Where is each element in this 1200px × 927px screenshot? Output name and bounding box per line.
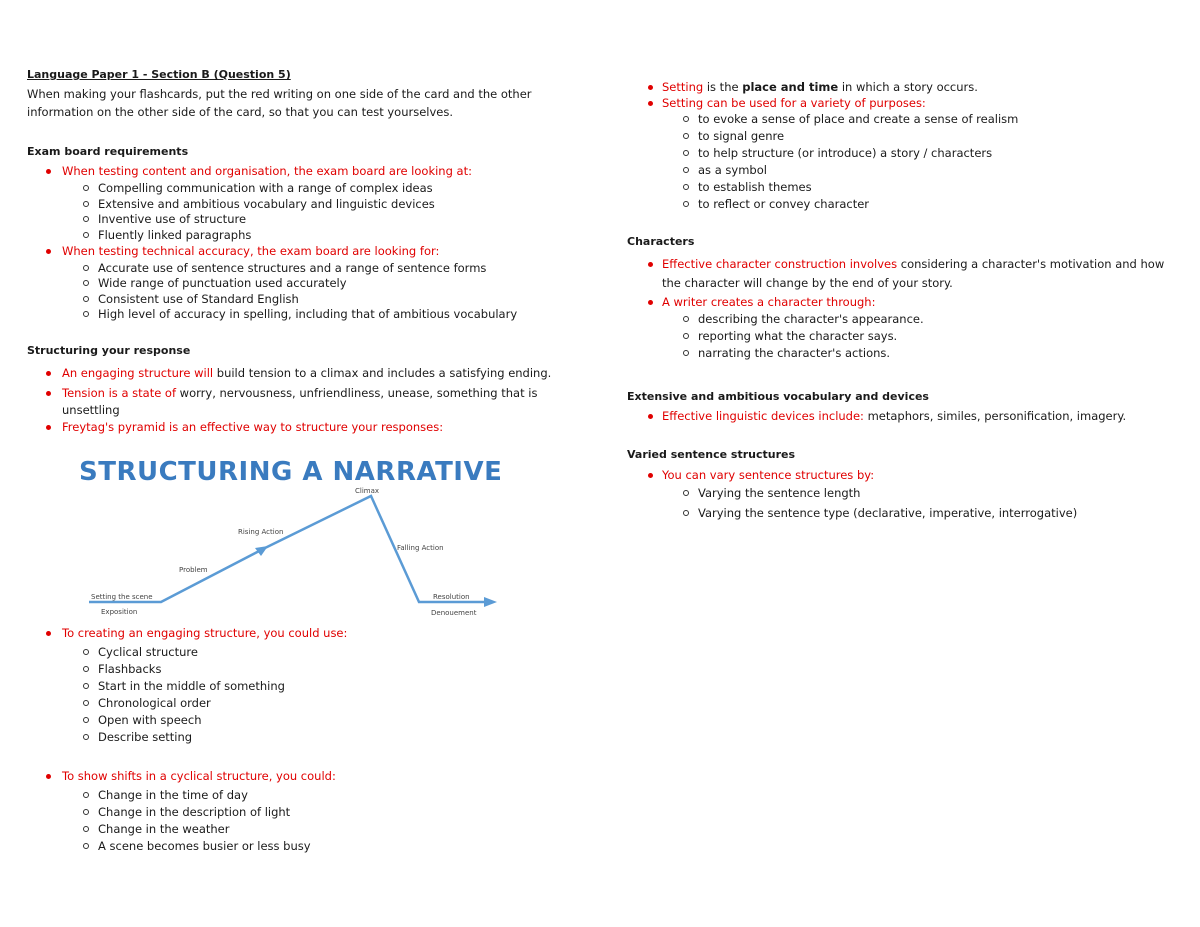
- sub-bullet-icon: [683, 490, 689, 496]
- sub-bullet-icon: [83, 683, 89, 689]
- char-point-1-cont: the character will change by the end of your story.: [662, 276, 953, 290]
- char-point-1: [662, 257, 1164, 272]
- sub-bullet-icon: [683, 133, 689, 139]
- varied-point: You can vary sentence structures by:: [662, 468, 875, 482]
- label-setting: Setting the scene: [91, 593, 153, 601]
- setting-purposes-text: Setting can be used for a variety of purposes:: [662, 96, 926, 110]
- bullet-icon: [46, 425, 51, 430]
- shifts-text: To show shifts in a cyclical structure, you could:: [62, 769, 336, 783]
- setting-rest: in which a story occurs.: [838, 80, 978, 94]
- falling-line: [265, 496, 485, 602]
- label-resolution: Resolution: [433, 593, 470, 601]
- bullet-icon: [648, 85, 653, 90]
- sub-bullet-icon: [83, 700, 89, 706]
- sub-bullet-icon: [83, 296, 89, 302]
- list-item: to evoke a sense of place and create a sense of realism: [698, 112, 1019, 126]
- list-item: Consistent use of Standard English: [98, 292, 299, 306]
- list-item: Chronological order: [98, 696, 211, 710]
- tech-acc-text: When testing technical accuracy, the exam board are looking for:: [62, 244, 440, 258]
- structure-point-1-red: An engaging structure will: [62, 366, 214, 380]
- bullet-icon: [46, 774, 51, 779]
- sub-bullet-icon: [83, 717, 89, 723]
- bullet-icon: [648, 262, 653, 267]
- structure-point-2: [62, 386, 537, 401]
- intro-line-2: information on the other side of the card, so that you can test yourselves.: [27, 105, 453, 119]
- list-item: Describe setting: [98, 730, 193, 744]
- sub-bullet-icon: [683, 201, 689, 207]
- sub-bullet-icon: [683, 316, 689, 322]
- list-item: Varying the sentence length: [698, 486, 861, 500]
- diagram-title: STRUCTURING A NARRATIVE: [79, 457, 503, 487]
- varied-heading: Varied sentence structures: [627, 448, 795, 461]
- sub-bullet-icon: [683, 150, 689, 156]
- setting-is: is the: [703, 80, 743, 94]
- sub-bullet-icon: [683, 510, 689, 516]
- list-item: Open with speech: [98, 713, 202, 727]
- list-item: Inventive use of structure: [98, 212, 247, 226]
- sub-bullet-icon: [83, 666, 89, 672]
- list-item: Varying the sentence type (declarative, imperative, interrogative): [698, 506, 1078, 520]
- list-item: High level of accuracy in spelling, including that of ambitious vocabulary: [98, 307, 518, 321]
- list-item: Flashbacks: [98, 662, 162, 676]
- page-title: Language Paper 1 - Section B (Question 5): [27, 68, 291, 81]
- sub-bullet-icon: [683, 184, 689, 190]
- list-item: to signal genre: [698, 129, 785, 143]
- list-item: to establish themes: [698, 180, 812, 194]
- bullet-icon: [46, 169, 51, 174]
- sub-bullet-icon: [83, 649, 89, 655]
- sub-bullet-icon: [83, 185, 89, 191]
- bullet-icon: [648, 300, 653, 305]
- sub-bullet-icon: [83, 792, 89, 798]
- list-item: Start in the middle of something: [98, 679, 285, 693]
- label-exposition: Exposition: [101, 608, 138, 616]
- structure-point-1-black: build tension to a climax and includes a satisfying ending.: [213, 366, 552, 380]
- sub-bullet-icon: [683, 333, 689, 339]
- sub-bullet-icon: [83, 843, 89, 849]
- list-item: Change in the weather: [98, 822, 230, 836]
- vocab-red: Effective linguistic devices include:: [662, 409, 864, 423]
- list-item: Wide range of punctuation used accurately: [98, 276, 347, 290]
- structure-point-2-cont: unsettling: [62, 403, 120, 417]
- list-item: Extensive and ambitious vocabulary and linguistic devices: [98, 197, 435, 211]
- bullet-icon: [46, 249, 51, 254]
- characters-heading: Characters: [627, 235, 695, 248]
- list-item: Fluently linked paragraphs: [98, 228, 252, 242]
- sub-bullet-icon: [83, 265, 89, 271]
- sub-bullet-icon: [83, 809, 89, 815]
- sub-bullet-icon: [83, 216, 89, 222]
- list-item: Change in the time of day: [98, 788, 248, 802]
- list-item: describing the character's appearance.: [698, 312, 924, 326]
- label-falling-action: Falling Action: [397, 544, 444, 552]
- end-arrowhead-icon: [484, 597, 497, 607]
- engaging-structure-text: To creating an engaging structure, you could use:: [62, 626, 348, 640]
- vocab-heading: Extensive and ambitious vocabulary and devices: [627, 390, 929, 403]
- sub-bullet-icon: [683, 167, 689, 173]
- structuring-heading: Structuring your response: [27, 344, 191, 357]
- intro-line-1: When making your flashcards, put the red writing on one side of the card and the other: [27, 87, 532, 101]
- exam-heading: Exam board requirements: [27, 145, 189, 158]
- label-problem: Problem: [179, 566, 208, 574]
- list-item: Compelling communication with a range of complex ideas: [98, 181, 433, 195]
- structure-point-1: [62, 366, 551, 381]
- bullet-icon: [46, 391, 51, 396]
- content-org-text: When testing content and organisation, the exam board are looking at:: [62, 164, 472, 178]
- list-item: Cyclical structure: [98, 645, 198, 659]
- list-item: to help structure (or introduce) a story / characters: [698, 146, 993, 160]
- sub-bullet-icon: [83, 201, 89, 207]
- list-item: reporting what the character says.: [698, 329, 898, 343]
- sub-bullet-icon: [683, 116, 689, 122]
- bullet-icon: [648, 414, 653, 419]
- char-point-2: A writer creates a character through:: [662, 295, 876, 309]
- list-item: as a symbol: [698, 163, 767, 177]
- label-climax: Climax: [355, 487, 380, 495]
- structure-point-2-red: Tension is a state of: [62, 386, 177, 400]
- structure-point-2-black: worry, nervousness, unfriendliness, unease, something that is: [176, 386, 538, 400]
- char-point-1-black: considering a character's motivation and how: [897, 257, 1165, 271]
- sub-bullet-icon: [683, 350, 689, 356]
- list-item: narrating the character's actions.: [698, 346, 891, 360]
- char-point-1-red: Effective character construction involves: [662, 257, 898, 271]
- setting-term: Setting: [662, 80, 704, 94]
- setting-definition: [662, 80, 978, 95]
- label-denouement: Denouement: [431, 609, 477, 617]
- sub-bullet-icon: [83, 826, 89, 832]
- sub-bullet-icon: [83, 734, 89, 740]
- structure-point-3: Freytag's pyramid is an effective way to structure your responses:: [62, 420, 444, 434]
- bullet-icon: [46, 371, 51, 376]
- bullet-icon: [648, 473, 653, 478]
- sub-bullet-icon: [83, 232, 89, 238]
- list-item: A scene becomes busier or less busy: [98, 839, 311, 853]
- sub-bullet-icon: [83, 280, 89, 286]
- bullet-icon: [648, 101, 653, 106]
- list-item: Accurate use of sentence structures and a range of sentence forms: [98, 261, 487, 275]
- vocab-black: metaphors, similes, personification, imagery.: [863, 409, 1127, 423]
- narrative-diagram: [75, 450, 505, 620]
- vocab-point: [662, 409, 1126, 424]
- label-rising-action: Rising Action: [238, 528, 284, 536]
- list-item: Change in the description of light: [98, 805, 291, 819]
- bullet-icon: [46, 631, 51, 636]
- sub-bullet-icon: [83, 311, 89, 317]
- setting-bold: place and time: [742, 80, 839, 94]
- list-item: to reflect or convey character: [698, 197, 870, 211]
